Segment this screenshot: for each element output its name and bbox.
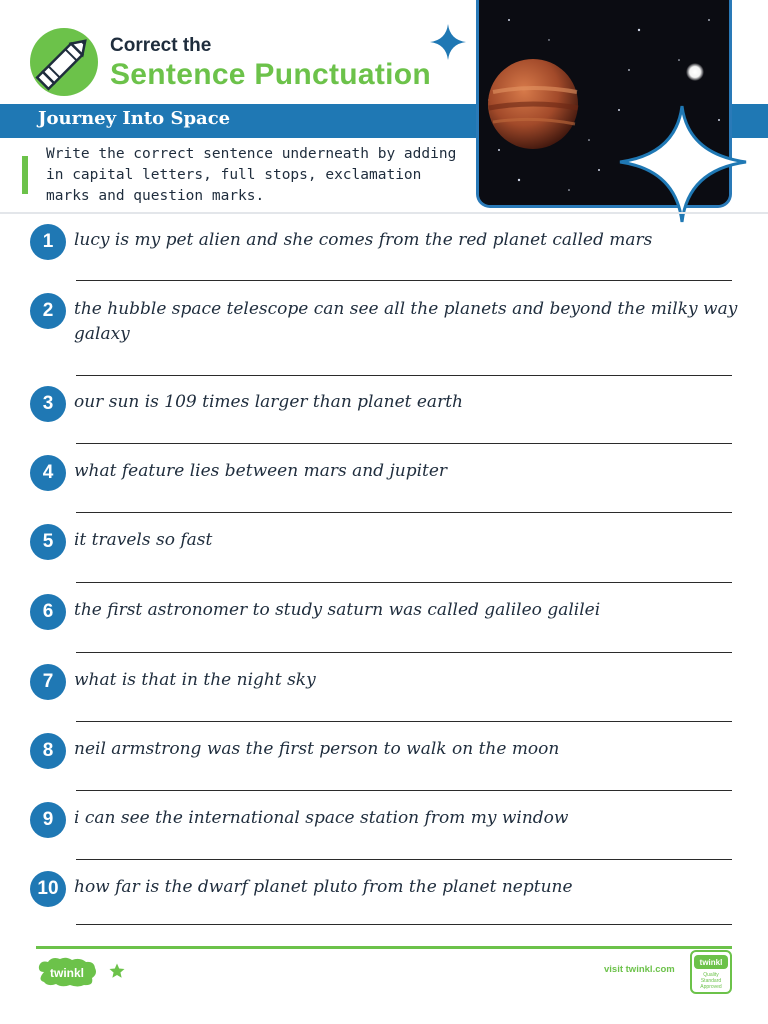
question-item [30,802,740,864]
answer-line[interactable] [76,652,732,653]
sparkle-star-icon [428,22,468,62]
twinkl-logo[interactable] [36,956,98,988]
sparkle-star-icon [618,104,748,224]
question-item [30,594,740,656]
question-sentence: neil armstrong was the first person to walk on the moon [74,739,560,759]
answer-line[interactable] [76,721,732,722]
page-title: Sentence Punctuation [110,58,432,91]
question-number-badge: 9 [30,802,66,838]
answer-line[interactable] [76,443,732,444]
question-sentence: the hubble space telescope can see all the planets and beyond the milky way galaxy [74,299,738,344]
question-number-badge: 6 [30,594,66,630]
question-item [30,524,740,586]
answer-line[interactable] [76,375,732,376]
question-number-badge: 1 [30,224,66,260]
question-item [30,871,740,931]
question-number-badge: 3 [30,386,66,422]
question-item [30,455,740,517]
question-sentence: how far is the dwarf planet pluto from the planet neptune [74,877,573,897]
quality-standard-badge [690,950,732,994]
answer-line[interactable] [76,512,732,513]
divider [0,212,768,214]
pencil-logo-icon [28,26,100,98]
question-sentence: the first astronomer to study saturn was called galileo galilei [74,600,601,620]
question-item [30,733,740,795]
intro-accent-bar [22,156,28,194]
star-icon [108,962,126,980]
visit-link[interactable]: visit twinkl.com [604,964,675,975]
answer-line[interactable] [76,582,732,583]
question-number-badge: 7 [30,664,66,700]
question-sentence: i can see the international space station from my window [74,808,569,828]
logo-text: twinkl [49,966,85,980]
answer-line[interactable] [76,924,732,925]
question-item [30,386,740,448]
answer-line[interactable] [76,280,732,281]
question-sentence: our sun is 109 times larger than planet earth [74,392,463,412]
question-number-badge: 2 [30,293,66,329]
question-sentence: it travels so fast [74,530,213,550]
question-number-badge: 4 [30,455,66,491]
question-item [30,224,740,286]
badge-text: Quality Standard Approved [700,972,722,990]
question-number-badge: 5 [30,524,66,560]
answer-line[interactable] [76,859,732,860]
question-sentence: lucy is my pet alien and she comes from the red planet called mars [74,230,653,250]
title-small: Correct the [110,35,212,56]
instructions-text: Write the correct sentence underneath by adding in capital letters, full stops, exclamation marks and question marks. [46,146,457,204]
question-sentence: what feature lies between mars and jupiter [74,461,448,481]
footer-divider [36,946,732,949]
badge-logo: twinkl [694,955,728,969]
question-item [30,664,740,726]
answer-line[interactable] [76,790,732,791]
question-item [30,293,740,383]
question-number-badge: 10 [30,871,66,907]
question-number-badge: 8 [30,733,66,769]
question-sentence: what is that in the night sky [74,670,316,690]
banner-title: Journey Into Space [38,108,231,129]
